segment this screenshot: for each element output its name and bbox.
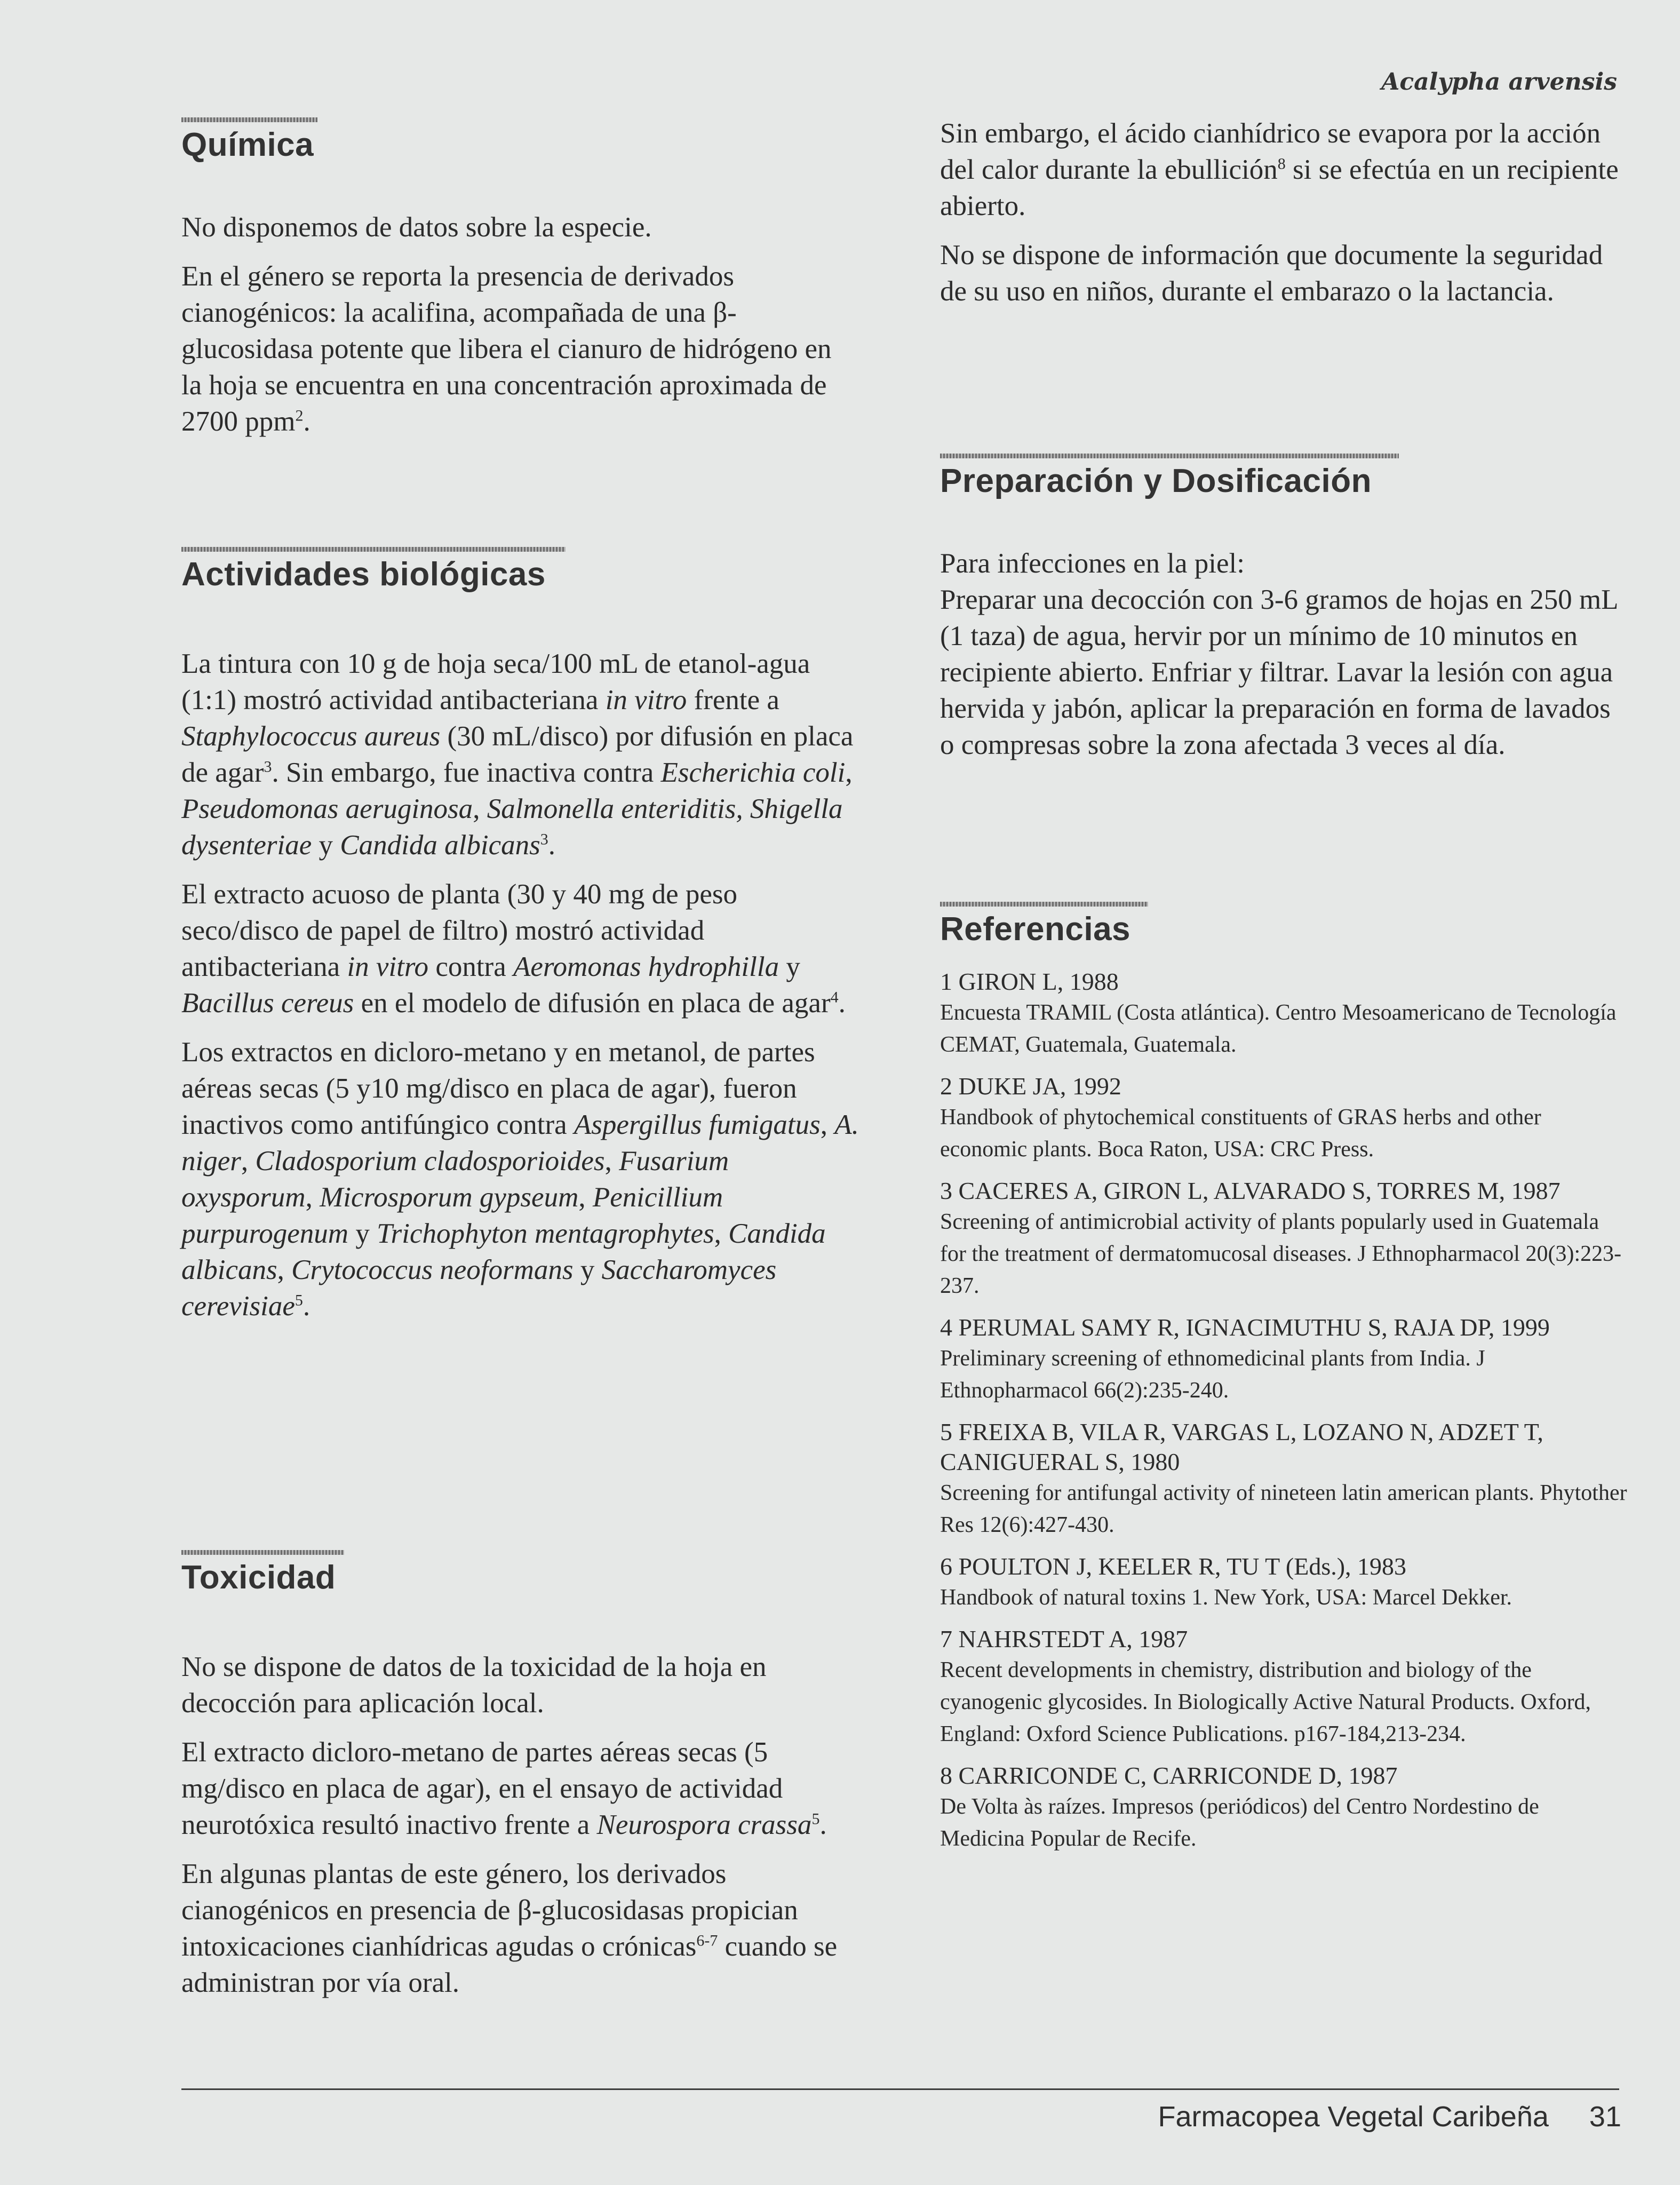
paragraph: Sin embargo, el ácido cianhídrico se evapora por la acción del calor durante la ebullición$^8$ si se efectúa en un recipiente abierto. (940, 118, 1619, 221)
paragraph: Para infecciones en la piel: Preparar una decocción con 3-6 gramos de hojas en 250 mL (1 taza) de agua, hervir por un mínimo de 10 minutos en recipiente abierto. Enfriar y filtrar. Lavar la lesión con agua hervida y jabón, aplicar la preparación en forma de lavados o compresas sobre la zona afectada 3 veces al día. (940, 548, 1618, 760)
heading-preparacion (940, 454, 1399, 500)
paragraph: En algunas plantas de este género, los derivados cianogénicos en presencia de β-glucosidasas propician intoxicaciones cianhídricas agudas o crónicas$^{6-7}$ cuando se administran por vía oral. (181, 1858, 838, 1998)
reference-item: 4 PERUMAL SAMY R, IGNACIMUTHU S, RAJA DP, 1999 Preliminary screening of ethnomedicinal plants from India. J Ethnopharmacol 66(2):235-240. (940, 1314, 1550, 1403)
heading-rule (940, 454, 1399, 458)
heading-referencias (940, 902, 1148, 948)
heading-rule (181, 547, 566, 552)
page-number: 31 (1589, 2101, 1621, 2133)
reference-item: 8 CARRICONDE C, CARRICONDE D, 1987 De Volta às raízes. Impresos (periódicos) del Centro Nordestino de Medicina Popular de Recife. (940, 1762, 1539, 1851)
heading-actividades (181, 547, 566, 593)
reference-item: 5 FREIXA B, VILA R, VARGAS L, LOZANO N, ADZET T, CANIGUERAL S, 1980 Screening for antifungal activity of nineteen latin american plants. Phytother Res 12(6):427-430. (940, 1418, 1627, 1537)
preparacion-text (940, 545, 1628, 776)
paragraph: No se dispone de información que documente la seguridad de su uso en niños, durante el embarazo o la lactancia. (940, 240, 1603, 307)
heading-label: Toxicidad (181, 1559, 336, 1596)
heading-label: Química (181, 126, 314, 163)
heading-rule (181, 1550, 344, 1555)
actividades-text (181, 646, 859, 1337)
footer-rule (181, 2088, 1619, 2090)
paragraph: No se dispone de datos de la toxicidad de la hoja en decocción para aplicación local. (181, 1651, 767, 1719)
heading-rule (181, 117, 317, 122)
references-list (940, 967, 1628, 1865)
running-head: Acalypha arvensis (1381, 68, 1617, 96)
paragraph: La tintura con 10 g de hoja seca/100 mL de etanol-agua (1:1) mostró actividad antibacteriana in vitro frente a Staphylococcus aureus (30 mL/disco) por difusión en placa de agar$^3$. Sin embargo, fue inactiva contra Escherichia coli, Pseudomonas aeruginosa, Salmonella enteriditis, Shigella dysenteriae y Candida albicans$^3$. (181, 648, 854, 861)
reference-item: 7 NAHRSTEDT A, 1987 Recent developments in chemistry, distribution and biology of the cyanogenic glycosides. In Biologically Active Natural Products. Oxford, England: Oxford Science Publications. p167-184,213-234. (940, 1625, 1591, 1746)
paragraph: Los extractos en dicloro-metano y en metanol, de partes aéreas secas (5 y10 mg/disco en placa de agar), fueron inactivos como antifúngico contra Aspergillus fumigatus, A. niger, Cladosporium cladosporioides, Fusarium oxysporum, Microsporum gypseum, Penicillium purpurogenum y Trichophyton mentagrophytes, Candida albicans, Crytococcus neoformans y Saccharomyces cerevisiae$^5$. (181, 1037, 859, 1322)
heading-toxicidad (181, 1550, 344, 1596)
footer (1158, 2100, 1621, 2133)
reference-item: 1 GIRON L, 1988 Encuesta TRAMIL (Costa atlántica). Centro Mesoamericano de Tecnología CEMAT, Guatemala, Guatemala. (940, 968, 1617, 1057)
heading-rule (940, 902, 1148, 907)
reference-item: 2 DUKE JA, 1992 Handbook of phytochemical constituents of GRAS herbs and other economic plants. Boca Raton, USA: CRC Press. (940, 1072, 1541, 1162)
quimica-text (181, 209, 859, 452)
paragraph: El extracto dicloro-metano de partes aéreas secas (5 mg/disco en placa de agar), en el ensayo de actividad neurotóxica resultó inactivo frente a Neurospora crassa$^5$. (181, 1737, 827, 1840)
heading-label: Preparación y Dosificación (940, 463, 1372, 499)
reference-item: 3 CACERES A, GIRON L, ALVARADO S, TORRES M, 1987 Screening of antimicrobial activity of plants popularly used in Guatemala for the treatment of dermatomucosal diseases. J Ethnopharmacol 20(3):223-237. (940, 1177, 1622, 1298)
paragraph: No disponemos de datos sobre la especie. (181, 212, 652, 243)
paragraph: El extracto acuoso de planta (30 y 40 mg de peso seco/disco de papel de filtro) mostró actividad antibacteriana in vitro contra Aeromonas hydrophilla y Bacillus cereus en el modelo de difusión en placa de agar$^4$. (181, 879, 846, 1019)
intro-text (940, 115, 1628, 322)
toxicidad-text (181, 1649, 859, 2014)
reference-item: 6 POULTON J, KEELER R, TU T (Eds.), 1983 Handbook of natural toxins 1. New York, USA: Marcel Dekker. (940, 1553, 1512, 1610)
footer-title: Farmacopea Vegetal Caribeña (1158, 2101, 1549, 2133)
heading-label: Actividades biológicas (181, 556, 546, 593)
paragraph: En el género se reporta la presencia de derivados cianogénicos: la acalifina, acompañada de una β-glucosidasa potente que libera el cianuro de hidrógeno en la hoja se encuentra en una concentración aproximada de 2700 ppm$^2$. (181, 261, 832, 437)
heading-quimica (181, 117, 317, 164)
heading-label: Referencias (940, 911, 1131, 948)
